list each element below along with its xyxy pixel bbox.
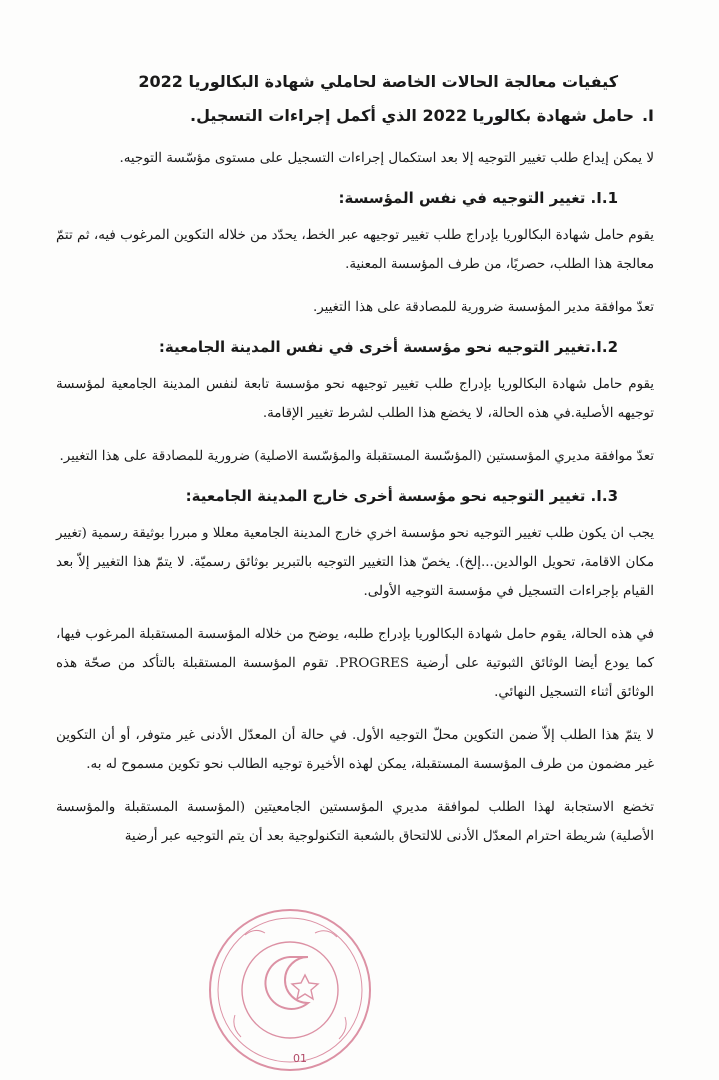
subsection-2-paragraph-1: يقوم حامل شهادة البكالوريا بإدراج طلب تغيير توجيهه نحو مؤسسة تابعة لنفس المدينة الجامعية لمؤسسة توجيهه الأصلية.في هذه الحالة، لا يخضع هذا الطلب لشرط تغيير الإقامة. (56, 377, 654, 421)
section-1-number: I. (641, 106, 654, 125)
subsection-3-paragraph-4: تخضع الاستجابة لهذا الطلب لموافقة مديري المؤسستين الجامعيتين (المؤسسة المستقبلة والمؤسسة الأصلية) شريطة احترام المعدّل الأدنى للالتحاق بالشعبة التكنولوجية بعد أن يتم التوجيه عبر أرضية (56, 800, 654, 844)
subsection-1-heading: 1.I. تغيير التوجيه في نفس المؤسسة: (338, 189, 618, 207)
section-1-heading (56, 104, 654, 128)
page-number: 01 (293, 1052, 307, 1065)
subsection-2-paragraph-2: تعدّ موافقة مديري المؤسستين (المؤسّسة المستقبلة والمؤسّسة الاصلية) ضرورية للمصادقة على هذا التغيير. (59, 449, 654, 464)
subsection-3-paragraph-3: لا يتمّ هذا الطلب إلاّ ضمن التكوين محلّ التوجيه الأول. في حالة أن المعدّل الأدنى غير متوفر، أو أن التكوين غير مضمون من طرف المؤسسة المستقبلة، يمكن لهذه الأخيرة توجيه الطالب نحو تكوين مسموح له به. (56, 728, 654, 772)
document-title: كيفيات معالجة الحالات الخاصة لحاملي شهادة البكالوريا 2022 (138, 72, 618, 91)
subsection-3-paragraph-2: في هذه الحالة، يقوم حامل شهادة البكالوريا بإدراج طلبه، يوضح من خلاله المؤسسة المستقبلة المرغوب فيها، كما يودع أيضا الوثائق الثبوتية على أرضية PROGRES. تقوم المؤسسة المستقبلة بالتأكد من صحّة هذه الوثائق أثناء التسجيل النهائي. (56, 627, 654, 700)
subsection-1-paragraph-2: تعدّ موافقة مدير المؤسسة ضرورية للمصادقة على هذا التغيير. (312, 300, 654, 315)
subsection-1-paragraph-1: يقوم حامل شهادة البكالوريا بإدراج طلب تغيير توجيهه عبر الخط، يحدّد من خلاله التكوين المرغوب فيه، ثم تتمّ معالجة هذا الطلب، حصريًا، من طرف المؤسسة المعنية. (56, 228, 654, 272)
section-1-intro: لا يمكن إيداع طلب تغيير التوجيه إلا بعد استكمال إجراءات التسجيل على مستوى مؤسّسة التوجيه. (119, 151, 654, 166)
subsection-3-paragraph-1: يجب ان يكون طلب تغيير التوجيه نحو مؤسسة اخري خارج المدينة الجامعية معللا و مبررا بوثيقة رسمية (تغيير مكان الاقامة، تحويل الوالدين...إلخ). يخصّ هذا التغيير التوجيه بالتبرير بوثائق رسميّة. لا يتمّ هذا التغيير إلاّ بعد القيام بإجراءات التسجيل في مؤسسة التوجيه الأولى. (56, 526, 654, 599)
section-1-title: حامل شهادة بكالوريا 2022 الذي أكمل إجراءات التسجيل. (190, 106, 634, 125)
document-body (56, 70, 654, 865)
subsection-3-heading: 3.I. تغيير التوجيه نحو مؤسسة أخرى خارج المدينة الجامعية: (185, 487, 618, 505)
subsection-2-heading: 2.I.تغيير التوجيه نحو مؤسسة أخرى في نفس المدينة الجامعية: (158, 338, 618, 356)
official-seal-icon (205, 905, 375, 1075)
